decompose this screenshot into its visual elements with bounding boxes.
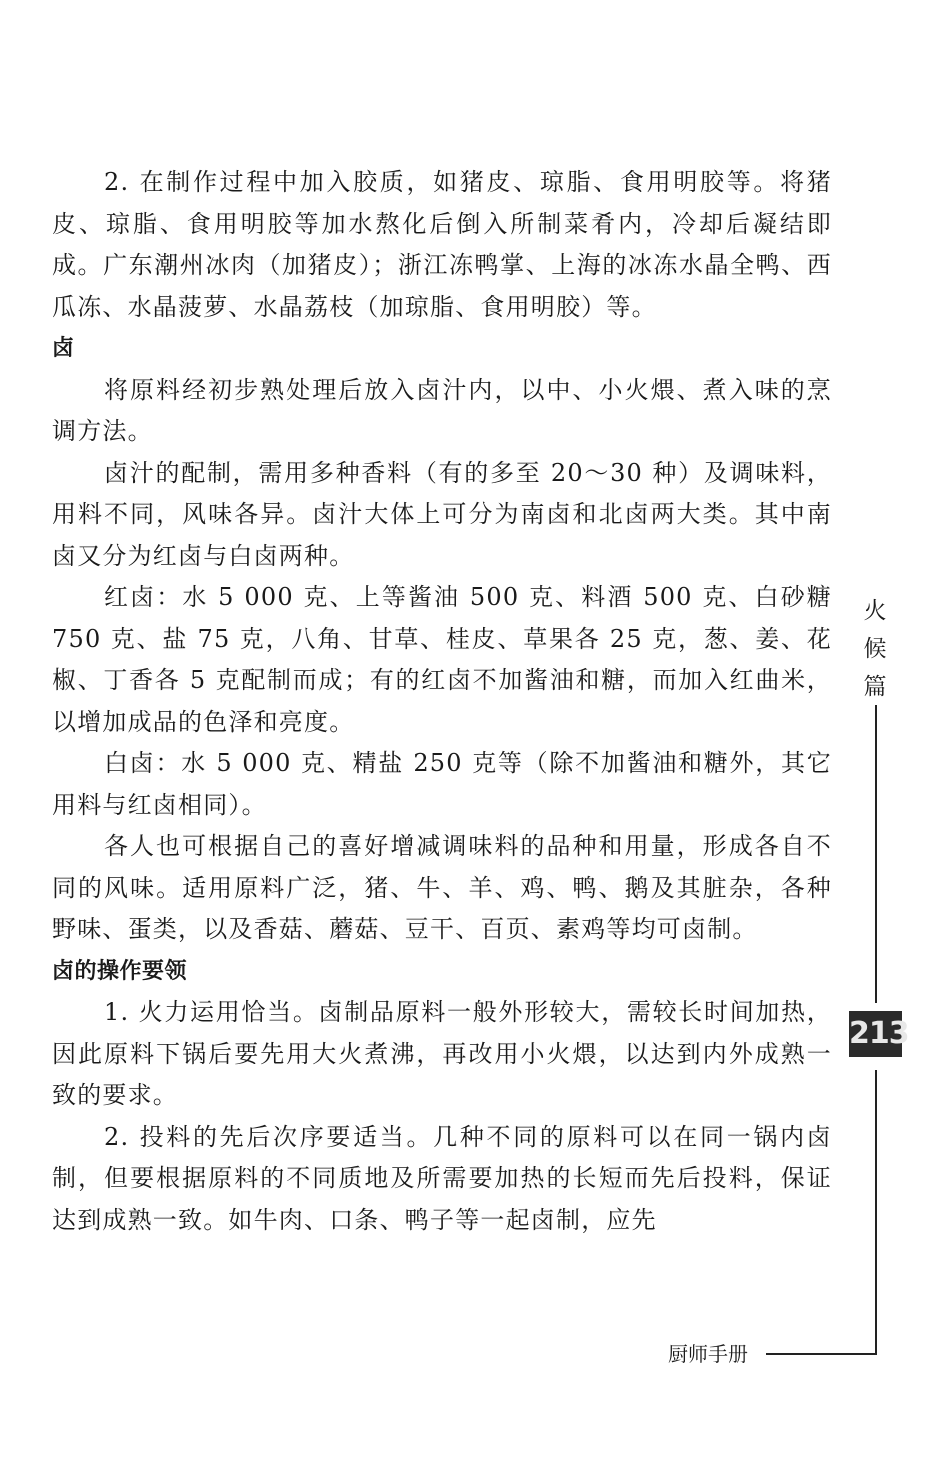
footer-rule: [766, 1353, 877, 1355]
side-rule-upper: [875, 705, 877, 1003]
main-text: [52, 162, 832, 1241]
footer-book-title: 厨师手册: [668, 1342, 748, 1366]
page-number-badge: 213: [849, 1011, 902, 1057]
paragraph-5: 白卤：水 5 000 克、精盐 250 克等（除不加酱油和糖外，其它用料与红卤相同）。: [52, 749, 832, 819]
side-rule-lower: [875, 1070, 877, 1353]
paragraph-7: 1. 火力运用恰当。卤制品原料一般外形较大，需较长时间加热，因此原料下锅后要先用大火煮沸，再改用小火煨，以达到内外成熟一致的要求。: [52, 998, 832, 1109]
chapter-title-char: 火: [863, 598, 887, 624]
chapter-title-char: 候: [863, 636, 887, 662]
paragraph-6: 各人也可根据自己的喜好增减调味料的品种和用量，形成各自不同的风味。适用原料广泛，猪、牛、羊、鸡、鸭、鹅及其脏杂，各种野味、蛋类，以及香菇、蘑菇、豆干、百页、素鸡等均可卤制。: [52, 832, 832, 943]
paragraph-4: 红卤：水 5 000 克、上等酱油 500 克、料酒 500 克、白砂糖 750 克、盐 75 克，八角、甘草、桂皮、草果各 25 克，葱、姜、花椒、丁香各 5 克配制而成；有的红卤不加酱油和糖，而加入红曲米，以增加成品的色泽和亮度。: [52, 583, 832, 736]
chapter-side-title: [862, 592, 888, 706]
paragraph-8: 2. 投料的先后次序要适当。几种不同的原料可以在同一锅内卤制，但要根据原料的不同质地及所需要加热的长短而先后投料，保证达到成熟一致。如牛肉、口条、鸭子等一起卤制，应先: [52, 1122, 832, 1234]
section-heading-lu: 卤: [52, 336, 75, 361]
paragraph-1: 2. 在制作过程中加入胶质，如猪皮、琼脂、食用明胶等。将猪皮、琼脂、食用明胶等加水熬化后倒入所制菜肴内，冷却后凝结即成。广东潮州冰肉（加猪皮）；浙江冻鸭掌、上海的冰冻水晶全鸭、西瓜冻、水晶菠萝、水晶荔枝（加琼脂、食用明胶）等。: [52, 168, 832, 321]
section-heading-essentials: 卤的操作要领: [52, 958, 188, 984]
chapter-title-char: 篇: [863, 674, 887, 700]
paragraph-2: 将原料经初步熟处理后放入卤汁内，以中、小火煨、煮入味的烹调方法。: [52, 375, 832, 445]
paragraph-3: 卤汁的配制，需用多种香料（有的多至 20～30 种）及调味料，用料不同，风味各异。卤汁大体上可分为南卤和北卤两大类。其中南卤又分为红卤与白卤两种。: [52, 458, 832, 570]
